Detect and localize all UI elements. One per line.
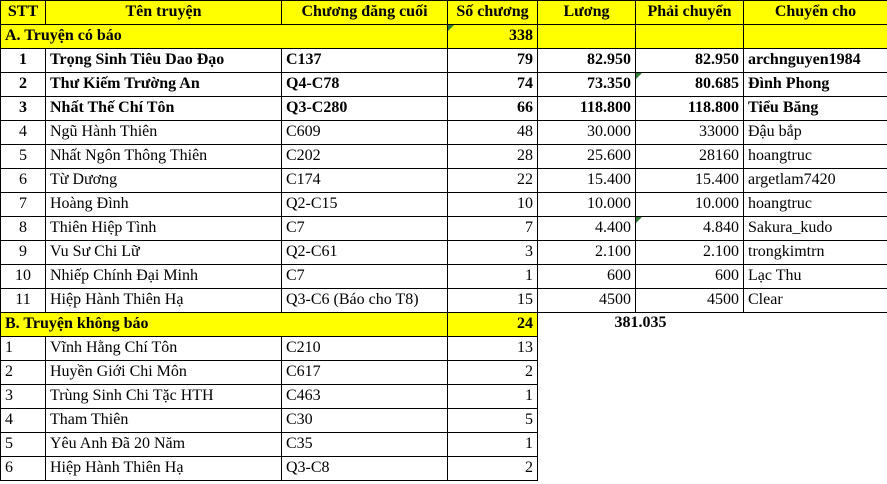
cell-last-chapter[interactable]: Q4-C78	[281, 72, 448, 97]
cell-stt[interactable]: 2	[0, 72, 46, 97]
cell-salary[interactable]: 25.600	[537, 144, 636, 169]
cell-stt[interactable]: 5	[0, 432, 46, 457]
cell-story-name[interactable]: Trùng Sinh Chi Tặc HTH	[45, 384, 282, 409]
cell-story-name[interactable]: Hiệp Hành Thiên Hạ	[45, 288, 282, 313]
cell-stt[interactable]: 11	[0, 288, 46, 313]
cell-salary[interactable]: 4500	[537, 288, 636, 313]
cell-last-chapter[interactable]: C174	[281, 168, 448, 193]
cell-chapter-count[interactable]: 2	[447, 456, 538, 481]
cell-story-name[interactable]: Thư Kiếm Trường An	[45, 72, 282, 97]
cell-salary[interactable]: 15.400	[537, 168, 636, 193]
cell-last-chapter[interactable]: Q2-C15	[281, 192, 448, 217]
cell-chapter-count[interactable]: 5	[447, 408, 538, 433]
cell-chapter-count[interactable]: 7	[447, 216, 538, 241]
cell-stt[interactable]: 3	[0, 96, 46, 121]
cell-recipient[interactable]: Đình Phong	[743, 72, 887, 97]
cell-story-name[interactable]: Hiệp Hành Thiên Hạ	[45, 456, 282, 481]
transfer-grand-total[interactable]: 381.035	[614, 314, 667, 331]
column-header-phai-chuyen[interactable]: Phải chuyển	[635, 0, 744, 25]
cell-salary[interactable]: 4.400	[537, 216, 636, 241]
cell-chapter-count[interactable]: 15	[447, 288, 538, 313]
cell-recipient[interactable]: Clear	[743, 288, 887, 313]
cell-recipient[interactable]: Tiểu Băng	[743, 96, 887, 121]
comment-marker	[636, 217, 642, 223]
cell-last-chapter[interactable]: C609	[281, 120, 448, 145]
column-header-stt[interactable]: STT	[0, 0, 46, 25]
cell-stt[interactable]: 4	[0, 120, 46, 145]
cell-chapter-count[interactable]: 1	[447, 384, 538, 409]
cell-stt[interactable]: 8	[0, 216, 46, 241]
cell-last-chapter[interactable]: Q2-C61	[281, 240, 448, 265]
cell-recipient[interactable]: trongkimtrn	[743, 240, 887, 265]
column-header-chuong-dang-cuoi[interactable]: Chương đăng cuối	[281, 0, 448, 25]
column-header-so-chuong[interactable]: Số chương	[447, 0, 538, 25]
cell-recipient[interactable]: Đậu bắp	[743, 120, 887, 145]
cell-story-name[interactable]: Trọng Sinh Tiêu Dao Đạo	[45, 48, 282, 73]
cell-last-chapter[interactable]: C7	[281, 216, 448, 241]
cell-story-name[interactable]: Yêu Anh Đã 20 Năm	[45, 432, 282, 457]
section-a-salary-cell[interactable]	[537, 24, 636, 49]
cell-chapter-count[interactable]: 22	[447, 168, 538, 193]
cell-chapter-count[interactable]: 74	[447, 72, 538, 97]
cell-stt[interactable]: 9	[0, 240, 46, 265]
cell-salary[interactable]: 30.000	[537, 120, 636, 145]
cell-story-name[interactable]: Nhất Ngôn Thông Thiên	[45, 144, 282, 169]
column-header-luong[interactable]: Lương	[537, 0, 636, 25]
cell-last-chapter[interactable]: C30	[281, 408, 448, 433]
cell-recipient[interactable]: archnguyen1984	[743, 48, 887, 73]
cell-transfer[interactable]: 33000	[635, 120, 744, 145]
cell-transfer[interactable]: 28160	[635, 144, 744, 169]
cell-transfer[interactable]: 80.685	[635, 72, 744, 97]
section-b-total-chapters[interactable]: 24	[447, 312, 538, 337]
cell-story-name[interactable]: Tham Thiên	[45, 408, 282, 433]
cell-story-name[interactable]: Từ Dương	[45, 168, 282, 193]
cell-last-chapter[interactable]: C202	[281, 144, 448, 169]
cell-recipient[interactable]: Lạc Thu	[743, 264, 887, 289]
cell-stt[interactable]: 4	[0, 408, 46, 433]
cell-story-name[interactable]: Huyền Giới Chi Môn	[45, 360, 282, 385]
cell-last-chapter[interactable]: C7	[281, 264, 448, 289]
section-a-total-chapters[interactable]: 338	[447, 24, 538, 49]
cell-transfer[interactable]: 118.800	[635, 96, 744, 121]
cell-salary[interactable]: 10.000	[537, 192, 636, 217]
cell-last-chapter[interactable]: C35	[281, 432, 448, 457]
cell-salary[interactable]: 118.800	[537, 96, 636, 121]
cell-chapter-count[interactable]: 10	[447, 192, 538, 217]
cell-stt[interactable]: 1	[0, 48, 46, 73]
cell-chapter-count[interactable]: 2	[447, 360, 538, 385]
cell-last-chapter[interactable]: Q3-C8	[281, 456, 448, 481]
section-b-label[interactable]: B. Truyện không báo	[0, 312, 448, 337]
cell-recipient[interactable]: argetlam7420	[743, 168, 887, 193]
cell-stt[interactable]: 6	[0, 456, 46, 481]
cell-last-chapter[interactable]: C617	[281, 360, 448, 385]
cell-last-chapter[interactable]: Q3-C280	[281, 96, 448, 121]
cell-chapter-count[interactable]: 3	[447, 240, 538, 265]
cell-chapter-count[interactable]: 66	[447, 96, 538, 121]
cell-last-chapter[interactable]: C463	[281, 384, 448, 409]
cell-transfer[interactable]: 10.000	[635, 192, 744, 217]
comment-marker	[448, 25, 454, 31]
cell-chapter-count[interactable]: 1	[447, 432, 538, 457]
cell-story-name[interactable]: Vĩnh Hằng Chí Tôn	[45, 336, 282, 361]
cell-last-chapter[interactable]: C210	[281, 336, 448, 361]
section-a-transfer-cell[interactable]	[635, 24, 744, 49]
cell-story-name[interactable]: Nhiếp Chính Đại Minh	[45, 264, 282, 289]
cell-chapter-count[interactable]: 48	[447, 120, 538, 145]
cell-transfer[interactable]: 4.840	[635, 216, 744, 241]
column-header-ten-truyen[interactable]: Tên truyện	[45, 0, 282, 25]
cell-recipient[interactable]: hoangtruc	[743, 144, 887, 169]
cell-story-name[interactable]: Hoàng Đình	[45, 192, 282, 217]
cell-chapter-count[interactable]: 79	[447, 48, 538, 73]
cell-story-name[interactable]: Vu Sư Chi Lữ	[45, 240, 282, 265]
cell-salary[interactable]: 82.950	[537, 48, 636, 73]
cell-chapter-count[interactable]: 28	[447, 144, 538, 169]
cell-story-name[interactable]: Ngũ Hành Thiên	[45, 120, 282, 145]
section-a-recipient-cell[interactable]	[743, 24, 887, 49]
cell-transfer[interactable]: 600	[635, 264, 744, 289]
cell-chapter-count[interactable]: 1	[447, 264, 538, 289]
cell-salary[interactable]: 600	[537, 264, 636, 289]
cell-recipient[interactable]: hoangtruc	[743, 192, 887, 217]
cell-stt[interactable]: 5	[0, 144, 46, 169]
cell-salary[interactable]: 2.100	[537, 240, 636, 265]
cell-stt[interactable]: 3	[0, 384, 46, 409]
cell-transfer[interactable]: 82.950	[635, 48, 744, 73]
column-header-chuyen-cho[interactable]: Chuyển cho	[743, 0, 887, 25]
cell-last-chapter[interactable]: Q3-C6 (Báo cho T8)	[281, 288, 448, 313]
cell-stt[interactable]: 7	[0, 192, 46, 217]
cell-recipient[interactable]: Sakura_kudo	[743, 216, 887, 241]
cell-salary[interactable]: 73.350	[537, 72, 636, 97]
cell-transfer[interactable]: 4500	[635, 288, 744, 313]
cell-stt[interactable]: 6	[0, 168, 46, 193]
cell-stt[interactable]: 1	[0, 336, 46, 361]
cell-transfer[interactable]: 15.400	[635, 168, 744, 193]
cell-chapter-count[interactable]: 13	[447, 336, 538, 361]
section-a-label[interactable]: A. Truyện có báo	[0, 24, 448, 49]
cell-last-chapter[interactable]: C137	[281, 48, 448, 73]
cell-story-name[interactable]: Nhất Thế Chí Tôn	[45, 96, 282, 121]
cell-story-name[interactable]: Thiên Hiệp Tình	[45, 216, 282, 241]
cell-transfer[interactable]: 2.100	[635, 240, 744, 265]
cell-stt[interactable]: 2	[0, 360, 46, 385]
comment-marker	[636, 73, 642, 79]
cell-stt[interactable]: 10	[0, 264, 46, 289]
